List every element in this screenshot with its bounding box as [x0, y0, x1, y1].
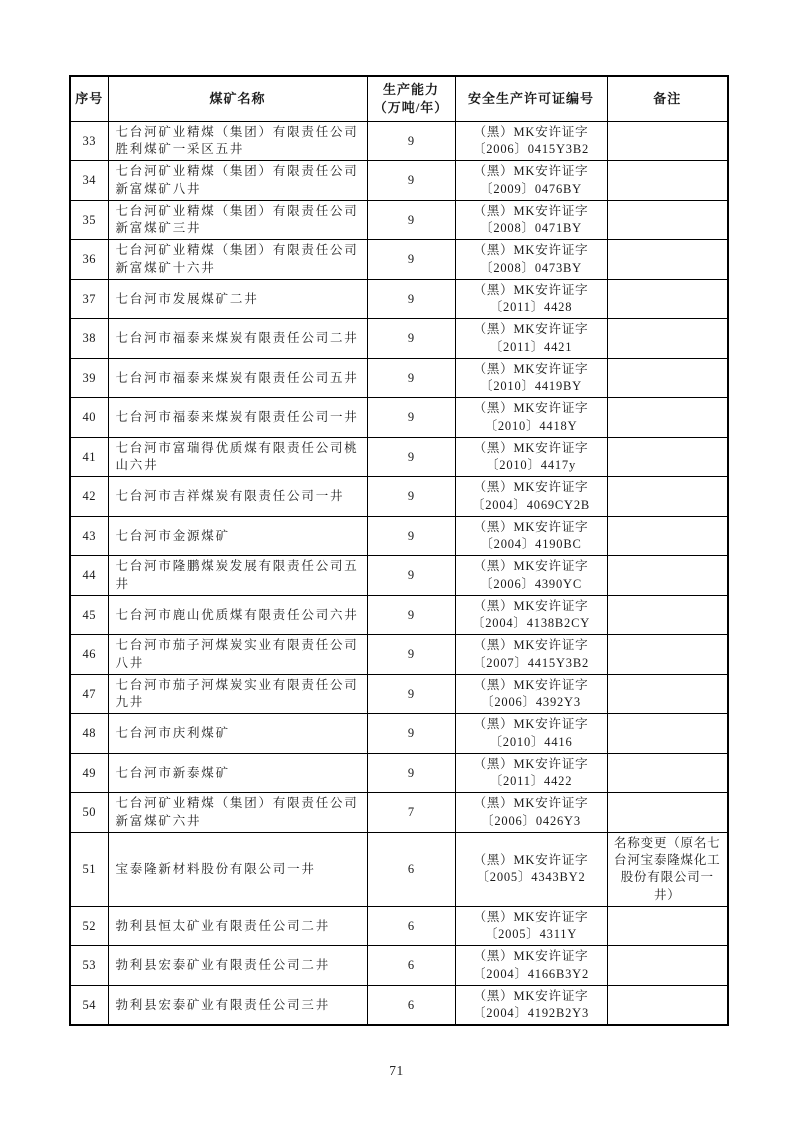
- remark: [607, 477, 728, 517]
- remark: [607, 753, 728, 793]
- table-row: [70, 946, 728, 986]
- mine-name: 七台河市吉祥煤炭有限责任公司一井: [108, 477, 367, 517]
- mine-name: 七台河矿业精煤（集团）有限责任公司新富煤矿六井: [108, 793, 367, 833]
- coal-mine-table: [69, 75, 729, 1026]
- row-number: 52: [70, 906, 108, 946]
- license-number: （黑）MK安许证字〔2006〕4390YC: [455, 556, 607, 596]
- table-row: [70, 753, 728, 793]
- table-row: [70, 793, 728, 833]
- remark: 名称变更（原名七台河宝泰隆煤化工股份有限公司一井）: [607, 832, 728, 906]
- remark: [607, 161, 728, 201]
- production-capacity: 6: [367, 985, 455, 1025]
- page-number: 71: [389, 1063, 404, 1078]
- license-number: （黑）MK安许证字〔2004〕4166B3Y2: [455, 946, 607, 986]
- remark: [607, 793, 728, 833]
- mine-name: 七台河市新泰煤矿: [108, 753, 367, 793]
- remark: [607, 946, 728, 986]
- license-number: （黑）MK安许证字〔2004〕4069CY2B: [455, 477, 607, 517]
- license-number: （黑）MK安许证字〔2010〕4418Y: [455, 398, 607, 438]
- row-number: 44: [70, 556, 108, 596]
- license-number: （黑）MK安许证字〔2006〕0415Y3B2: [455, 121, 607, 161]
- row-number: 38: [70, 319, 108, 359]
- production-capacity: 9: [367, 437, 455, 477]
- production-capacity: 9: [367, 595, 455, 635]
- mine-name: 勃利县恒太矿业有限责任公司二井: [108, 906, 367, 946]
- production-capacity: 9: [367, 398, 455, 438]
- license-number: （黑）MK安许证字〔2008〕0471BY: [455, 200, 607, 240]
- mine-name: 宝泰隆新材料股份有限公司一井: [108, 832, 367, 906]
- table-row: [70, 398, 728, 438]
- table-row: [70, 319, 728, 359]
- production-capacity: 9: [367, 279, 455, 319]
- table-row: [70, 358, 728, 398]
- row-number: 50: [70, 793, 108, 833]
- table-row: [70, 595, 728, 635]
- row-number: 40: [70, 398, 108, 438]
- row-number: 49: [70, 753, 108, 793]
- mine-name: 七台河市发展煤矿二井: [108, 279, 367, 319]
- table-header: [70, 76, 728, 121]
- production-capacity: 9: [367, 556, 455, 596]
- license-number: （黑）MK安许证字〔2010〕4416: [455, 714, 607, 754]
- table-row: [70, 121, 728, 161]
- mine-name: 七台河市富瑞得优质煤有限责任公司桃山六井: [108, 437, 367, 477]
- table-row: [70, 437, 728, 477]
- table-row: [70, 516, 728, 556]
- row-number: 41: [70, 437, 108, 477]
- table-row: [70, 556, 728, 596]
- remark: [607, 595, 728, 635]
- remark: [607, 200, 728, 240]
- production-capacity: 7: [367, 793, 455, 833]
- remark: [607, 906, 728, 946]
- header-capacity-line2: （万吨/年）: [373, 99, 449, 115]
- production-capacity: 6: [367, 906, 455, 946]
- license-number: （黑）MK安许证字〔2010〕4417y: [455, 437, 607, 477]
- license-number: （黑）MK安许证字〔2006〕0426Y3: [455, 793, 607, 833]
- mine-name: 七台河矿业精煤（集团）有限责任公司胜利煤矿一采区五井: [108, 121, 367, 161]
- row-number: 35: [70, 200, 108, 240]
- license-number: （黑）MK安许证字〔2011〕4422: [455, 753, 607, 793]
- header-remark: 备注: [607, 76, 728, 121]
- license-number: （黑）MK安许证字〔2007〕4415Y3B2: [455, 635, 607, 675]
- production-capacity: 9: [367, 200, 455, 240]
- row-number: 45: [70, 595, 108, 635]
- license-number: （黑）MK安许证字〔2006〕4392Y3: [455, 674, 607, 714]
- table-row: [70, 714, 728, 754]
- production-capacity: 9: [367, 635, 455, 675]
- row-number: 43: [70, 516, 108, 556]
- production-capacity: 6: [367, 832, 455, 906]
- table-row: [70, 832, 728, 906]
- license-number: （黑）MK安许证字〔2005〕4311Y: [455, 906, 607, 946]
- row-number: 51: [70, 832, 108, 906]
- mine-name: 七台河市隆鹏煤炭发展有限责任公司五井: [108, 556, 367, 596]
- license-number: （黑）MK安许证字〔2004〕4190BC: [455, 516, 607, 556]
- remark: [607, 516, 728, 556]
- row-number: 46: [70, 635, 108, 675]
- mine-name: 七台河市茄子河煤炭实业有限责任公司九井: [108, 674, 367, 714]
- production-capacity: 9: [367, 477, 455, 517]
- production-capacity: 9: [367, 240, 455, 280]
- remark: [607, 985, 728, 1025]
- mine-name: 七台河市茄子河煤炭实业有限责任公司八井: [108, 635, 367, 675]
- row-number: 54: [70, 985, 108, 1025]
- production-capacity: 6: [367, 946, 455, 986]
- row-number: 37: [70, 279, 108, 319]
- mine-name: 七台河市福泰来煤炭有限责任公司二井: [108, 319, 367, 359]
- row-number: 53: [70, 946, 108, 986]
- row-number: 47: [70, 674, 108, 714]
- row-number: 34: [70, 161, 108, 201]
- license-number: （黑）MK安许证字〔2004〕4138B2CY: [455, 595, 607, 635]
- license-number: （黑）MK安许证字〔2009〕0476BY: [455, 161, 607, 201]
- row-number: 42: [70, 477, 108, 517]
- table-body: [70, 121, 728, 1025]
- license-number: （黑）MK安许证字〔2004〕4192B2Y3: [455, 985, 607, 1025]
- header-capacity: [367, 76, 455, 121]
- header-capacity-line1: 生产能力: [382, 82, 439, 97]
- production-capacity: 9: [367, 516, 455, 556]
- mine-name: 七台河矿业精煤（集团）有限责任公司新富煤矿八井: [108, 161, 367, 201]
- remark: [607, 556, 728, 596]
- license-number: （黑）MK安许证字〔2005〕4343BY2: [455, 832, 607, 906]
- remark: [607, 319, 728, 359]
- table-row: [70, 906, 728, 946]
- remark: [607, 240, 728, 280]
- remark: [607, 714, 728, 754]
- row-number: 36: [70, 240, 108, 280]
- remark: [607, 358, 728, 398]
- production-capacity: 9: [367, 674, 455, 714]
- production-capacity: 9: [367, 121, 455, 161]
- remark: [607, 398, 728, 438]
- header-license: 安全生产许可证编号: [455, 76, 607, 121]
- header-no: 序号: [70, 76, 108, 121]
- mine-name: 七台河市金源煤矿: [108, 516, 367, 556]
- header-row: [70, 76, 728, 121]
- remark: [607, 121, 728, 161]
- production-capacity: 9: [367, 161, 455, 201]
- mine-name: 勃利县宏泰矿业有限责任公司二井: [108, 946, 367, 986]
- license-number: （黑）MK安许证字〔2010〕4419BY: [455, 358, 607, 398]
- mine-name: 七台河市福泰来煤炭有限责任公司一井: [108, 398, 367, 438]
- row-number: 39: [70, 358, 108, 398]
- table-row: [70, 674, 728, 714]
- table-row: [70, 635, 728, 675]
- header-mine-name: 煤矿名称: [108, 76, 367, 121]
- table-row: [70, 985, 728, 1025]
- remark: [607, 674, 728, 714]
- mine-name: 七台河矿业精煤（集团）有限责任公司新富煤矿十六井: [108, 240, 367, 280]
- remark: [607, 437, 728, 477]
- production-capacity: 9: [367, 753, 455, 793]
- mine-name: 七台河市鹿山优质煤有限责任公司六井: [108, 595, 367, 635]
- license-number: （黑）MK安许证字〔2011〕4421: [455, 319, 607, 359]
- remark: [607, 279, 728, 319]
- table-row: [70, 477, 728, 517]
- table-row: [70, 200, 728, 240]
- table-row: [70, 240, 728, 280]
- license-number: （黑）MK安许证字〔2011〕4428: [455, 279, 607, 319]
- table-row: [70, 161, 728, 201]
- remark: [607, 635, 728, 675]
- production-capacity: 9: [367, 319, 455, 359]
- table-row: [70, 279, 728, 319]
- license-number: （黑）MK安许证字〔2008〕0473BY: [455, 240, 607, 280]
- row-number: 48: [70, 714, 108, 754]
- mine-name: 七台河市庆利煤矿: [108, 714, 367, 754]
- mine-name: 七台河矿业精煤（集团）有限责任公司新富煤矿三井: [108, 200, 367, 240]
- mine-name: 七台河市福泰来煤炭有限责任公司五井: [108, 358, 367, 398]
- production-capacity: 9: [367, 358, 455, 398]
- production-capacity: 9: [367, 714, 455, 754]
- mine-name: 勃利县宏泰矿业有限责任公司三井: [108, 985, 367, 1025]
- row-number: 33: [70, 121, 108, 161]
